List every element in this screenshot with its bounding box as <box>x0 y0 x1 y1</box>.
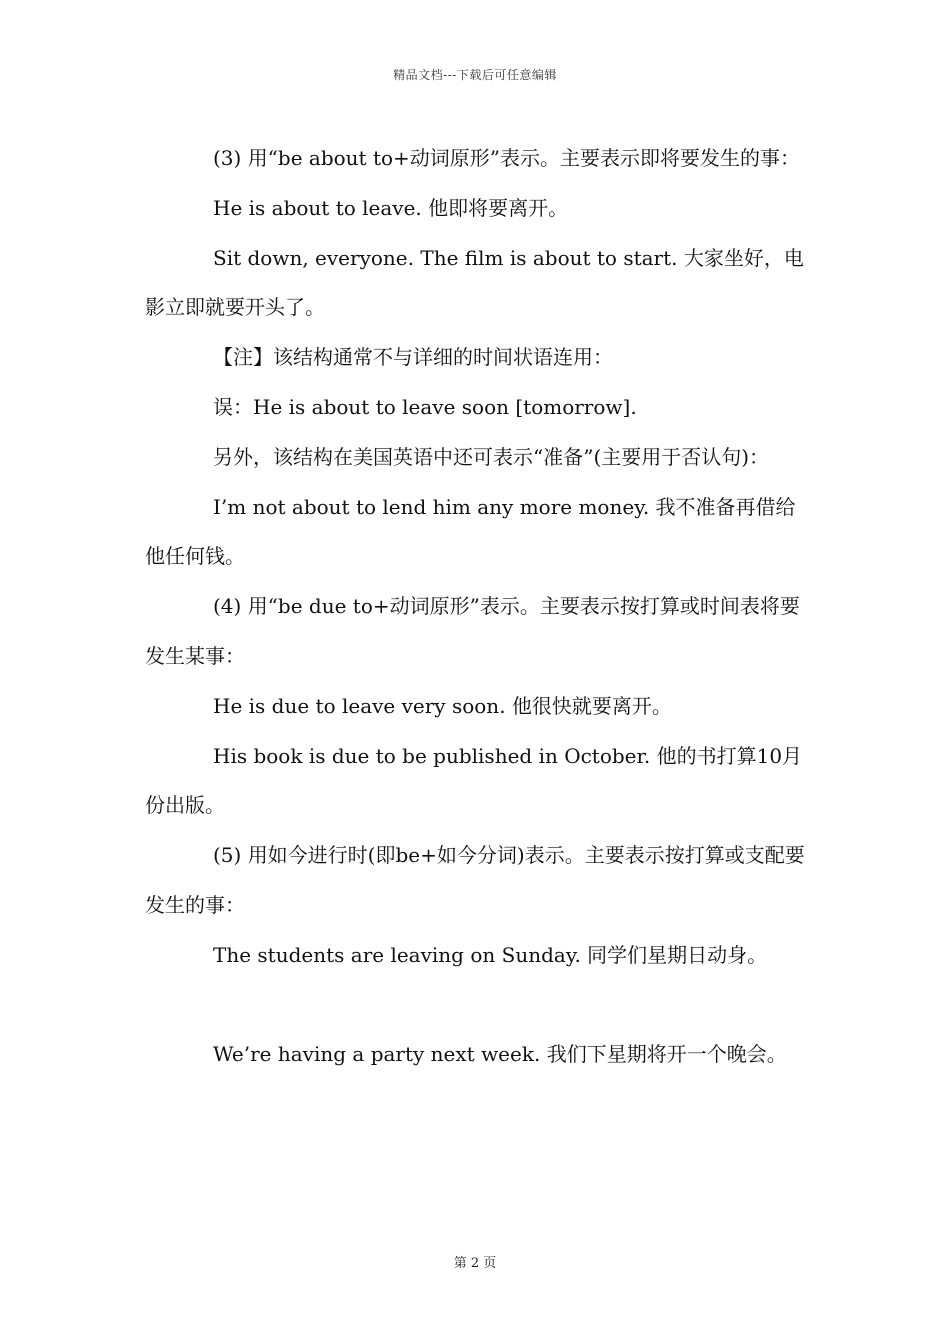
note-paragraph: 【注】该结构通常不与详细的时间状语连用： <box>213 345 613 370</box>
incorrect-example: 误：He is about to leave soon [tomorrow]. <box>213 394 637 419</box>
example-sentence: Sit down, everyone. The film is about to start. 大家坐好，电影立即就要开头了。 <box>145 245 804 320</box>
paragraph-5-heading: (5) 用如今进行时(即be+如今分词)表示。主要表示按打算或支配要发生的事： <box>145 843 805 917</box>
blank-line <box>145 981 811 1031</box>
example-sentence: The students are leaving on Sunday. 同学们星期日动身。 <box>213 942 768 967</box>
additional-note: 另外，该结构在美国英语中还可表示“准备”(主要用于否认句)： <box>213 444 770 469</box>
example-sentence: We’re having a party next week. 我们下星期将开一个晚会。 <box>213 1042 787 1067</box>
paragraph-3-heading: (3) 用“be about to+动词原形”表示。主要表示即将要发生的事： <box>213 146 801 170</box>
example-sentence: His book is due to be published in October. 他的书打算10月份出版。 <box>145 743 803 818</box>
document-body <box>145 134 811 1080</box>
page-header: 精品文档---下载后可任意编辑 <box>393 68 557 82</box>
example-sentence: He is about to leave. 他即将要离开。 <box>213 195 569 220</box>
example-sentence: I’m not about to lend him any more money. 我不准备再借给他任何钱。 <box>145 494 796 569</box>
paragraph-4-heading: (4) 用“be due to+动词原形”表示。主要表示按打算或时间表将要发生某事： <box>145 594 800 668</box>
example-sentence: He is due to leave very soon. 他很快就要离开。 <box>213 693 672 718</box>
page-number: 第 2 页 <box>453 1256 497 1271</box>
